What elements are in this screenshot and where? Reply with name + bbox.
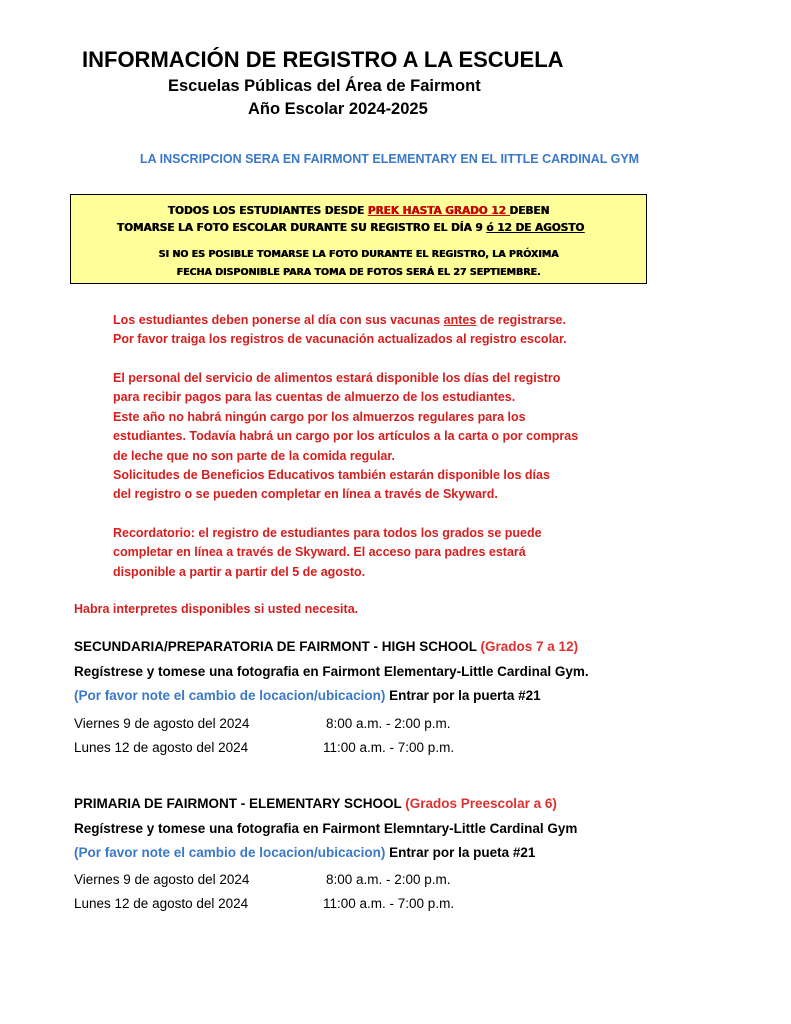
skyward-reminder xyxy=(113,524,542,582)
food-line: estudiantes. Todavía habrá un cargo por los artículos a la carta o por compras xyxy=(113,429,579,444)
high-school-location: (Por favor note el cambio de locacion/ubicacion) Entrar por la puerta #21 xyxy=(74,688,541,703)
location-notice: LA INSCRIPCION SERA EN FAIRMONT ELEMENTARY EN EL IITTLE CARDINAL GYM xyxy=(140,152,640,166)
school-year: Año Escolar 2024-2025 xyxy=(248,100,428,118)
high-school-heading: SECUNDARIA/PREPARATORIA DE FAIRMONT - HIGH SCHOOL (Grados 7 a 12) xyxy=(74,639,579,654)
grade-range-highlight: PREK HASTA GRADO 12 xyxy=(367,205,510,217)
food-line: del registro o se pueden completar en línea a través de Skyward. xyxy=(113,487,498,502)
high-school-date-1: Viernes 9 de agosto del 2024 xyxy=(74,716,250,731)
photo-notice-box xyxy=(70,194,647,284)
high-school-time-1: 8:00 a.m. - 2:00 p.m. xyxy=(326,716,451,731)
elementary-time-2: 11:00 a.m. - 7:00 p.m. xyxy=(323,896,455,911)
food-service-info xyxy=(113,369,578,505)
photo-box-line-2: TOMARSE LA FOTO ESCOLAR DURANTE SU REGISTRO EL DÍA 9 ó 12 DE AGOSTO xyxy=(116,222,585,234)
high-school-date-2: Lunes 12 de agosto del 2024 xyxy=(74,740,249,755)
interpreters-note: Habra interpretes disponibles si usted necesita. xyxy=(74,602,359,616)
elementary-location: (Por favor note el cambio de locacion/ubicacion) Entrar por la pueta #21 xyxy=(74,845,536,860)
elementary-heading: PRIMARIA DE FAIRMONT - ELEMENTARY SCHOOL (Grados Preescolar a 6) xyxy=(74,796,557,811)
reminder-line: disponible a partir a partir del 5 de agosto. xyxy=(113,564,366,579)
elementary-register: Regístrese y tomese una fotografia en Fairmont Elemntary-Little Cardinal Gym xyxy=(74,821,578,836)
vaccine-line-1: Los estudiantes deben ponerse al día con sus vacunas antes de registrarse. xyxy=(113,313,566,327)
elementary-date-2: Lunes 12 de agosto del 2024 xyxy=(74,896,249,911)
elementary-time-1: 8:00 a.m. - 2:00 p.m. xyxy=(326,872,451,887)
food-line: de leche que no son parte de la comida regular. xyxy=(113,448,396,463)
reminder-line: Recordatorio: el registro de estudiantes para todos los grados se puede xyxy=(113,526,542,540)
district-name: Escuelas Públicas del Área de Fairmont xyxy=(168,77,481,95)
page-title: INFORMACIÓN DE REGISTRO A LA ESCUELA xyxy=(82,47,564,72)
photo-box-line-1: TODOS LOS ESTUDIANTES DESDE PREK HASTA GRADO 12 DEBEN xyxy=(167,205,550,217)
food-line: Este año no habrá ningún cargo por los almuerzos regulares para los xyxy=(113,409,526,424)
reminder-line: completar en línea a través de Skyward. El acceso para padres estará xyxy=(113,545,526,560)
photo-box-line-4: FECHA DISPONIBLE PARA TOMA DE FOTOS SERÁ EL 27 SEPTIEMBRE. xyxy=(176,267,541,278)
high-school-time-2: 11:00 a.m. - 7:00 p.m. xyxy=(323,740,455,755)
vaccine-info xyxy=(113,311,567,350)
high-school-register: Regístrese y tomese una fotografia en Fairmont Elementary-Little Cardinal Gym. xyxy=(74,664,589,679)
vaccine-line-2: Por favor traiga los registros de vacunación actualizados al registro escolar. xyxy=(113,332,567,347)
photo-box-line-3: SI NO ES POSIBLE TOMARSE LA FOTO DURANTE EL REGISTRO, LA PRÓXIMA xyxy=(158,249,559,260)
food-line: para recibir pagos para las cuentas de almuerzo de los estudiantes. xyxy=(113,390,516,405)
elementary-date-1: Viernes 9 de agosto del 2024 xyxy=(74,872,250,887)
food-line: El personal del servicio de alimentos estará disponible los días del registro xyxy=(113,371,561,385)
food-line: Solicitudes de Beneficios Educativos también estarán disponible los días xyxy=(113,468,550,483)
